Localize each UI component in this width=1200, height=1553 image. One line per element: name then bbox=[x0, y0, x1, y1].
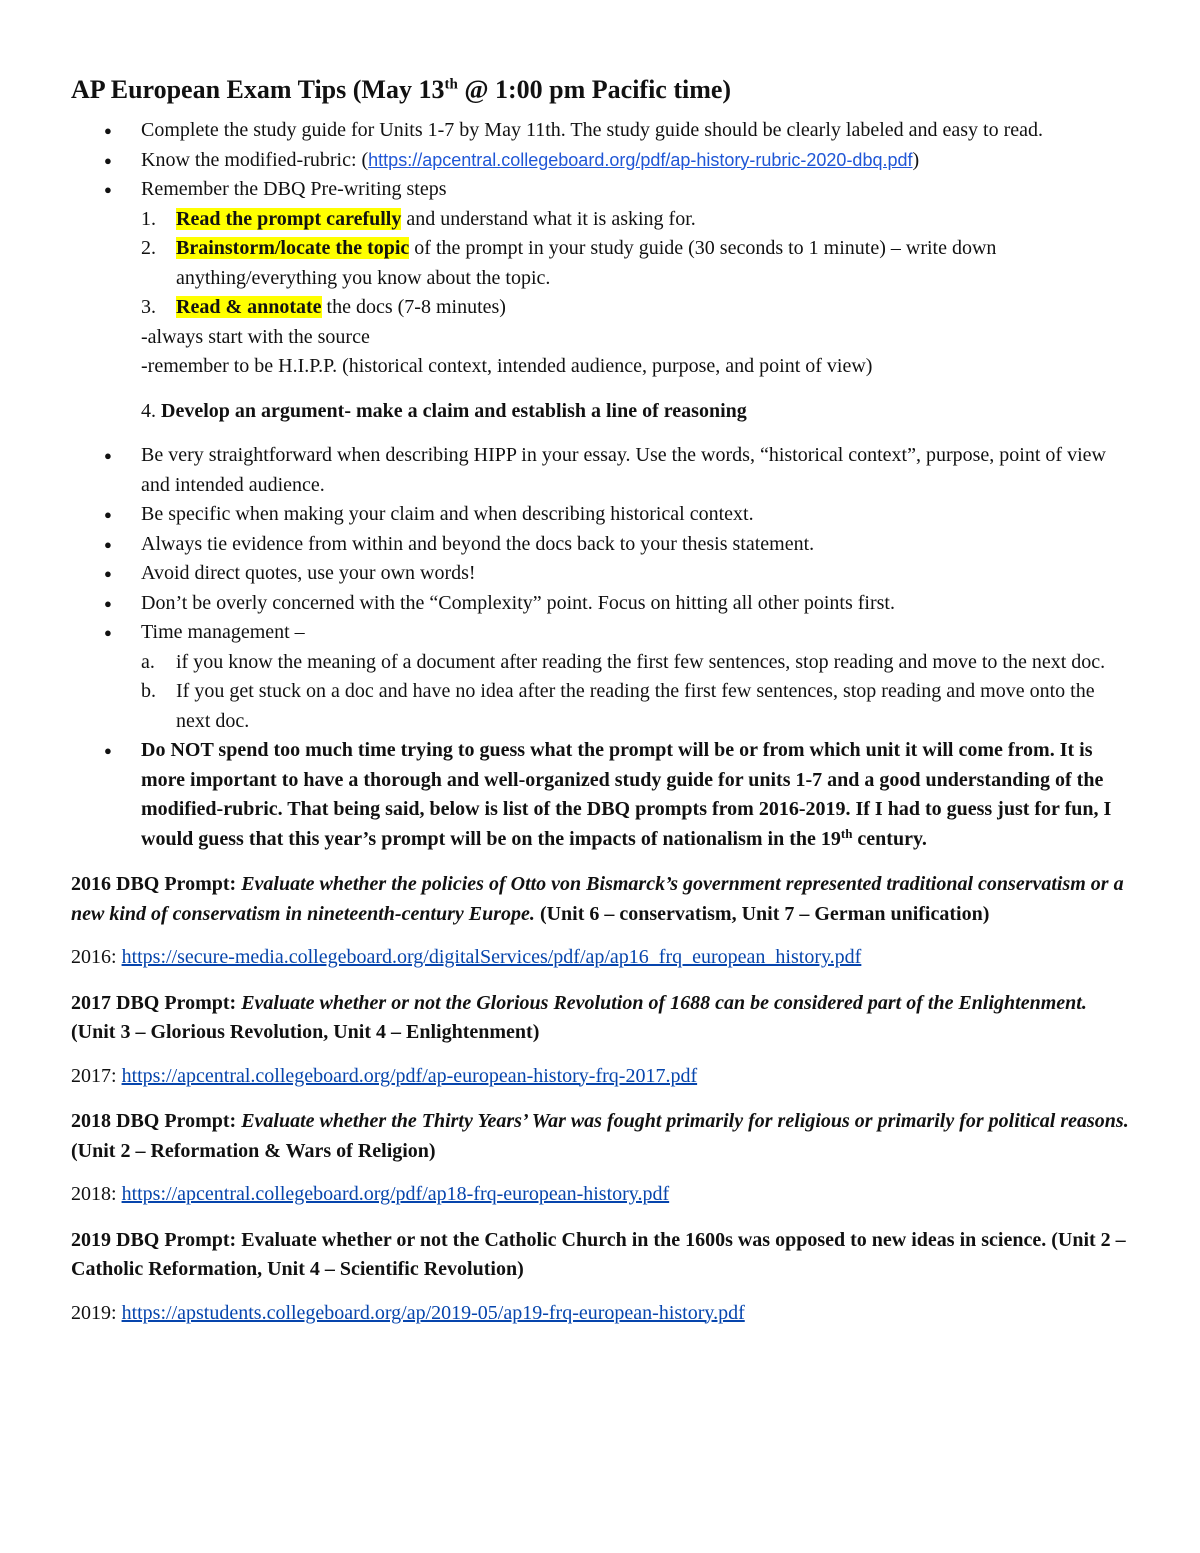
step-item: 2. Brainstorm/locate the topic of the prompt in your study guide (30 seconds to 1 minute) – write down anything/everything you know about the topic. bbox=[141, 237, 997, 289]
step-item: 3. Read & annotate the docs (7-8 minutes) bbox=[141, 296, 506, 318]
list-item: ● Always tie evidence from within and beyond the docs back to your thesis statement. bbox=[71, 530, 1131, 560]
frq-link-2018[interactable]: https://apcentral.collegeboard.org/pdf/ap18-frq-european-history.pdf bbox=[121, 1183, 670, 1205]
highlighted-phrase: Brainstorm/locate the topic bbox=[176, 237, 410, 259]
step-item: b. If you get stuck on a doc and have no idea after the reading the first few sentences, stop reading and move onto the next doc. bbox=[141, 680, 1095, 732]
list-item: ● Remember the DBQ Pre-writing steps 1. Read the prompt carefully and understand what it is asking for. 2. Brainstorm/locate the topic of the prompt in your study guide (30 seconds to 1 minute) – write down anything/everything you know about the topic. 3. Read & annotate the docs (7-8 minutes) -always start with the source -remember to be H.I.P.P. (historical context, intended audience, purpose, and point of view) 4. Develop an argument- make a claim and establish a line of reasoning bbox=[71, 175, 1131, 426]
highlighted-phrase: Read & annotate bbox=[176, 296, 322, 318]
time-management-list bbox=[71, 648, 1131, 737]
frq-link-2017[interactable]: https://apcentral.collegeboard.org/pdf/ap-european-history-frq-2017.pdf bbox=[121, 1064, 698, 1087]
list-item: ● Be specific when making your claim and when describing historical context. bbox=[71, 500, 1131, 530]
prompt-2019: 2019 DBQ Prompt: Evaluate whether or not the Catholic Church in the 1600s was opposed to new ideas in science. (Unit 2 – Catholic Reformation, Unit 4 – Scientific Revolution) 2019: https://apstudents.collegeboard.org/ap/2019-05/ap19-frq-european-history.pdf bbox=[71, 1228, 1126, 1324]
document-page bbox=[71, 70, 1131, 1328]
page-title: AP European Exam Tips (May 13th @ 1:00 pm Pacific time) bbox=[71, 75, 732, 104]
list-item: ● Don’t be overly concerned with the “Complexity” point. Focus on hitting all other points first. bbox=[71, 589, 1131, 619]
prompt-2018: 2018 DBQ Prompt: Evaluate whether the Thirty Years’ War was fought primarily for religious or primarily for political reasons. (Unit 2 – Reformation & Wars of Religion) 2018: https://apcentral.collegeboard.org/pdf/ap18-frq-european-history.pdf bbox=[71, 1110, 1129, 1205]
step-item: a. if you know the meaning of a document after reading the first few sentences, stop reading and move to the next doc. bbox=[141, 650, 1106, 673]
step3-note: -always start with the source bbox=[141, 325, 370, 348]
prompt-2016: 2016 DBQ Prompt: Evaluate whether the policies of Otto von Bismarck’s government represented traditional conservatism or a new kind of conservatism in nineteenth-century Europe. (Unit 6 – conservatism, Unit 7 – German unification) 2016: https://secure-media.collegeboard.org/digitalServices/pdf/ap/ap16_frq_european_history.pdf bbox=[71, 873, 1124, 968]
step-item: 1. Read the prompt carefully and understand what it is asking for. bbox=[141, 207, 696, 230]
dbq-steps-list bbox=[71, 205, 1131, 323]
list-item: ● Time management – a. if you know the meaning of a document after reading the first few sentences, stop reading and move to the next doc. b. If you get stuck on a doc and have no idea after the reading the first few sentences, stop reading and move onto the next doc. bbox=[71, 618, 1131, 736]
list-item: ● Avoid direct quotes, use your own words! bbox=[71, 559, 1131, 589]
list-item: ● Complete the study guide for Units 1-7 by May 11th. The study guide should be clearly labeled and easy to read. bbox=[71, 116, 1131, 146]
frq-link-2016[interactable]: https://secure-media.collegeboard.org/digitalServices/pdf/ap/ap16_frq_european_history.pdf bbox=[121, 946, 862, 968]
step3-note: -remember to be H.I.P.P. (historical context, intended audience, purpose, and point of view) bbox=[141, 355, 873, 377]
prompt-2017: 2017 DBQ Prompt: Evaluate whether or not the Glorious Revolution of 1688 can be considered part of the Enlightenment. (Unit 3 – Glorious Revolution, Unit 4 – Enlightenment) 2017: https://apcentral.collegeboard.org/pdf/ap-european-history-frq-2017.pdf bbox=[71, 991, 1087, 1087]
highlighted-phrase: Read the prompt carefully bbox=[176, 207, 402, 230]
rubric-link[interactable]: https://apcentral.collegeboard.org/pdf/ap-history-rubric-2020-dbq.pdf bbox=[368, 149, 913, 170]
step-4: 4. Develop an argument- make a claim and establish a line of reasoning bbox=[141, 399, 747, 422]
tips-list bbox=[71, 116, 1131, 854]
title-superscript: th bbox=[444, 76, 458, 93]
frq-link-2019[interactable]: https://apstudents.collegeboard.org/ap/2019-05/ap19-frq-european-history.pdf bbox=[121, 1301, 745, 1324]
list-item: ● Know the modified-rubric: (https://apcentral.collegeboard.org/pdf/ap-history-rubric-2020-dbq.pdf) bbox=[71, 146, 1131, 176]
list-item: ● Do NOT spend too much time trying to guess what the prompt will be or from which unit it will come from. It is more important to have a thorough and well-organized study guide for units 1-7 and a good understanding of the modified-rubric. That being said, below is list of the DBQ prompts from 2016-2019. If I had to guess just for fun, I would guess that this year’s prompt will be on the impacts of nationalism in the 19th century. bbox=[71, 736, 1131, 854]
list-item: ● Be very straightforward when describing HIPP in your essay. Use the words, “historical context”, purpose, point of view and intended audience. bbox=[71, 441, 1131, 500]
